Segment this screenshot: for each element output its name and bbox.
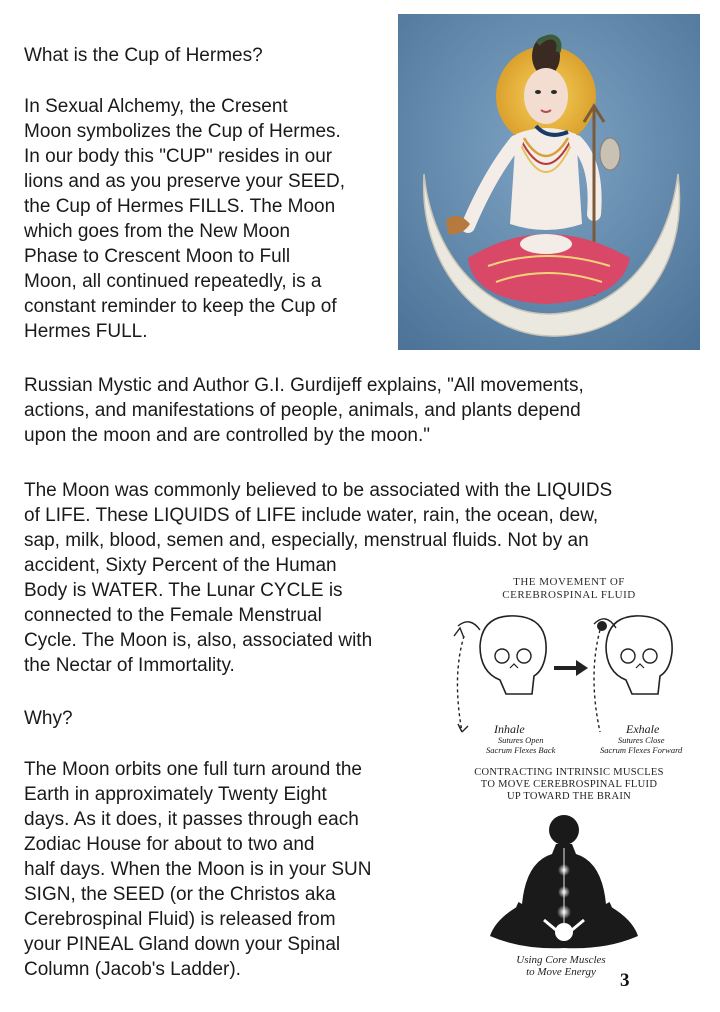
paragraph-line: constant reminder to keep the Cup of bbox=[24, 296, 337, 317]
paragraph-line: lions and as you preserve your SEED, bbox=[24, 171, 346, 192]
intro-paragraph bbox=[24, 94, 345, 344]
liquids-paragraph bbox=[24, 478, 612, 553]
exhale-notes bbox=[600, 735, 682, 755]
inhale-label: Inhale bbox=[494, 722, 525, 736]
csf-caption-line1: CONTRACTING INTRINSIC MUSCLES bbox=[474, 767, 664, 778]
meditation-caption bbox=[506, 954, 616, 978]
exhale-skull-icon bbox=[594, 616, 672, 732]
face bbox=[524, 68, 568, 124]
paragraph-line: Russian Mystic and Author G.I. Gurdijeff explains, "All movements, bbox=[24, 375, 584, 396]
csf-title-line2: CEREBROSPINAL FLUID bbox=[502, 589, 636, 601]
paragraph-line: Earth in approximately Twenty Eight bbox=[24, 784, 327, 805]
exhale-note-line: Sacrum Flexes Forward bbox=[600, 745, 683, 755]
why-heading: Why? bbox=[24, 708, 73, 729]
paragraph-line: Moon, all continued repeatedly, is a bbox=[24, 271, 322, 292]
paragraph-line: In our body this "CUP" resides in our bbox=[24, 146, 333, 167]
meditation-caption-line: Using Core Muscles bbox=[516, 954, 606, 966]
cerebrospinal-fluid-figure bbox=[440, 570, 698, 810]
paragraph-line: Zodiac House for about to two and bbox=[24, 834, 315, 855]
inhale-skull-icon bbox=[454, 616, 546, 732]
paragraph-line: Moon symbolizes the Cup of Hermes. bbox=[24, 121, 341, 142]
paragraph-line: Body is WATER. The Lunar CYCLE is bbox=[24, 580, 343, 601]
csf-caption-line2: TO MOVE CEREBROSPINAL FLUID bbox=[480, 779, 658, 790]
paragraph-line: the Cup of Hermes FILLS. The Moon bbox=[24, 196, 336, 217]
paragraph-line: days. As it does, it passes through each bbox=[24, 809, 359, 830]
paragraph-line: In Sexual Alchemy, the Cresent bbox=[24, 96, 288, 117]
paragraph-line: Phase to Crescent Moon to Full bbox=[24, 246, 291, 267]
shiva-crescent-moon-painting bbox=[398, 14, 700, 350]
exhale-label: Exhale bbox=[626, 722, 660, 736]
inhale-note-line: Sacrum Flexes Back bbox=[486, 745, 556, 755]
inhale-note-line: Sutures Open bbox=[497, 735, 544, 745]
orbit-paragraph bbox=[24, 757, 371, 982]
paragraph-line: The Moon orbits one full turn around the bbox=[24, 759, 362, 780]
paragraph-line: The Moon was commonly believed to be associated with the LIQUIDS bbox=[24, 480, 613, 501]
exhale-note-line: Sutures Close bbox=[617, 735, 665, 745]
paragraph-line: SIGN, the SEED (or the Christos aka bbox=[24, 884, 336, 905]
liquids-paragraph-continued bbox=[24, 553, 372, 678]
inhale-notes bbox=[486, 735, 555, 755]
csf-title-line1: THE MOVEMENT OF bbox=[513, 576, 625, 588]
paragraph-line: accident, Sixty Percent of the Human bbox=[24, 555, 337, 576]
paragraph-line: actions, and manifestations of people, animals, and plants depend bbox=[24, 400, 581, 421]
gurdjieff-paragraph bbox=[24, 373, 584, 448]
paragraph-line: which goes from the New Moon bbox=[24, 221, 291, 242]
meditation-figure bbox=[456, 808, 668, 994]
paragraph-line: your PINEAL Gland down your Spinal bbox=[24, 934, 341, 955]
csf-caption-line3: UP TOWARD THE BRAIN bbox=[506, 791, 632, 802]
paragraph-line: connected to the Female Menstrual bbox=[24, 605, 322, 626]
meditation-caption-line: to Move Energy bbox=[526, 966, 596, 978]
paragraph-line: sap, milk, blood, semen and, especially, menstrual fluids. Not by an bbox=[24, 530, 589, 551]
paragraph-line: Hermes FULL. bbox=[24, 321, 148, 342]
paragraph-line: Column (Jacob's Ladder). bbox=[24, 959, 241, 980]
paragraph-line: the Nectar of Immortality. bbox=[24, 655, 235, 676]
page-heading: What is the Cup of Hermes? bbox=[24, 45, 263, 66]
paragraph-line: of LIFE. These LIQUIDS of LIFE include water, rain, the ocean, dew, bbox=[24, 505, 599, 526]
page-number: 3 bbox=[620, 970, 630, 991]
paragraph-line: Cycle. The Moon is, also, associated with bbox=[24, 630, 373, 651]
meditating-silhouette-icon bbox=[456, 808, 668, 958]
paragraph-line: half days. When the Moon is in your SUN bbox=[24, 859, 372, 880]
paragraph-line: upon the moon and are controlled by the moon." bbox=[24, 425, 431, 446]
paragraph-line: Cerebrospinal Fluid) is released from bbox=[24, 909, 336, 930]
